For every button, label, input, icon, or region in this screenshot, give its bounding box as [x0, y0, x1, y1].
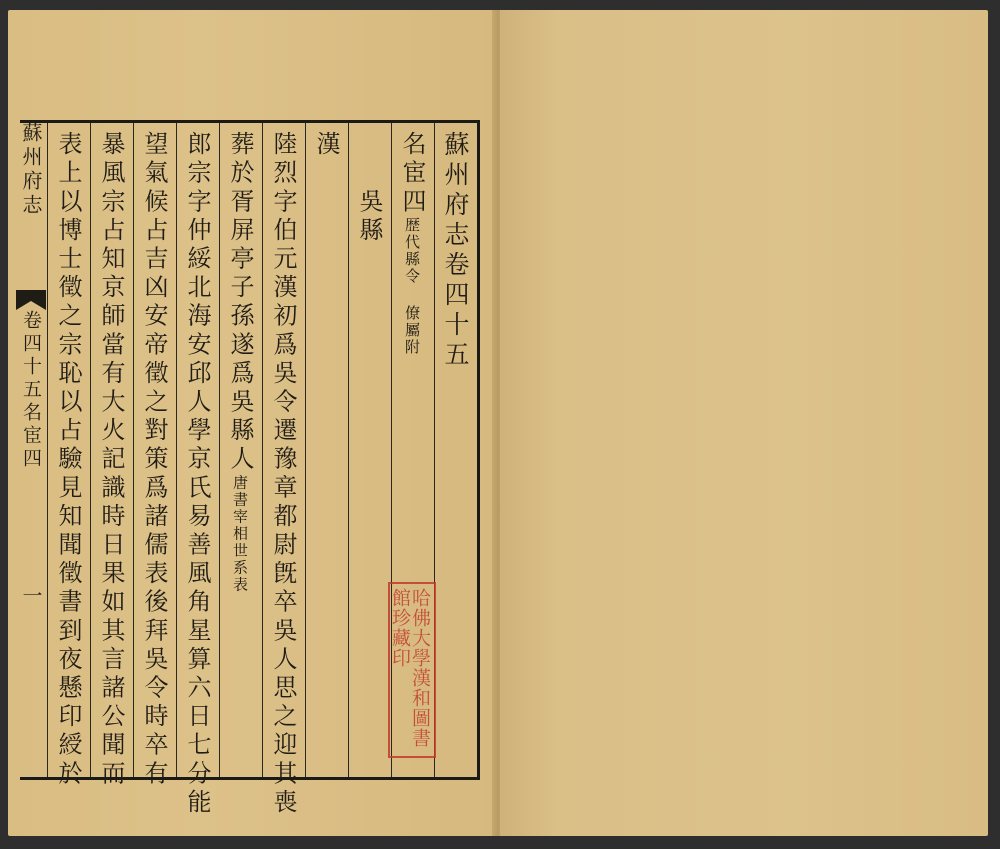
column-rule [47, 123, 48, 777]
seal-text: 哈佛大學漢和圖書館珍藏印 [389, 588, 431, 748]
column-text: 陸烈字伯元漢初爲吳令遷豫章都尉旣卒吳人思之迎其喪 [269, 131, 297, 818]
column-text: 葬於胥屏亭子孫遂爲吳縣人 [226, 131, 254, 475]
column-text: 暴風宗占知京師當有大火記識時日果如其言諸公聞而 [97, 131, 125, 789]
library-seal [388, 582, 436, 758]
column-rule [305, 123, 306, 777]
margin-book-title: 蘇州府志 [19, 122, 43, 218]
page-number: 一 [19, 585, 43, 609]
column-text: 漢 [312, 131, 340, 160]
text-column [395, 131, 429, 356]
text-column [309, 131, 343, 160]
column-text: 望氣候占吉凶安帝徵之對策爲諸儒表後拜吳令時卒有 [140, 131, 168, 789]
text-column [352, 131, 386, 245]
column-rule [219, 123, 220, 777]
text-column [137, 131, 171, 789]
column-text: 郎宗字仲綏北海安邱人學京氏易善風角星算六日七分能 [183, 131, 211, 818]
column-rule [176, 123, 177, 777]
margin-chapter-label: 卷四十五名宦四 [20, 310, 42, 471]
right-page-blank [500, 10, 988, 836]
column-note: 唐書宰相世系表 [231, 474, 249, 594]
column-text: 蘇州府志卷四十五 [441, 131, 470, 371]
text-column [94, 131, 128, 789]
left-page [8, 10, 496, 836]
column-rule [348, 123, 349, 777]
column-text: 名宦四 [398, 131, 426, 217]
column-note: 歴代縣令 僚屬附 [403, 216, 421, 356]
column-text: 表上以博士徵之宗恥以占驗見知聞徵書到夜懸印綬於 [54, 131, 82, 789]
column-text: 吳縣 [355, 131, 383, 246]
text-column [266, 131, 300, 817]
text-column [51, 131, 85, 789]
text-column [223, 131, 257, 593]
column-rule [262, 123, 263, 777]
text-column [438, 131, 472, 371]
column-rule [90, 123, 91, 777]
column-rule [133, 123, 134, 777]
text-column [180, 131, 214, 817]
